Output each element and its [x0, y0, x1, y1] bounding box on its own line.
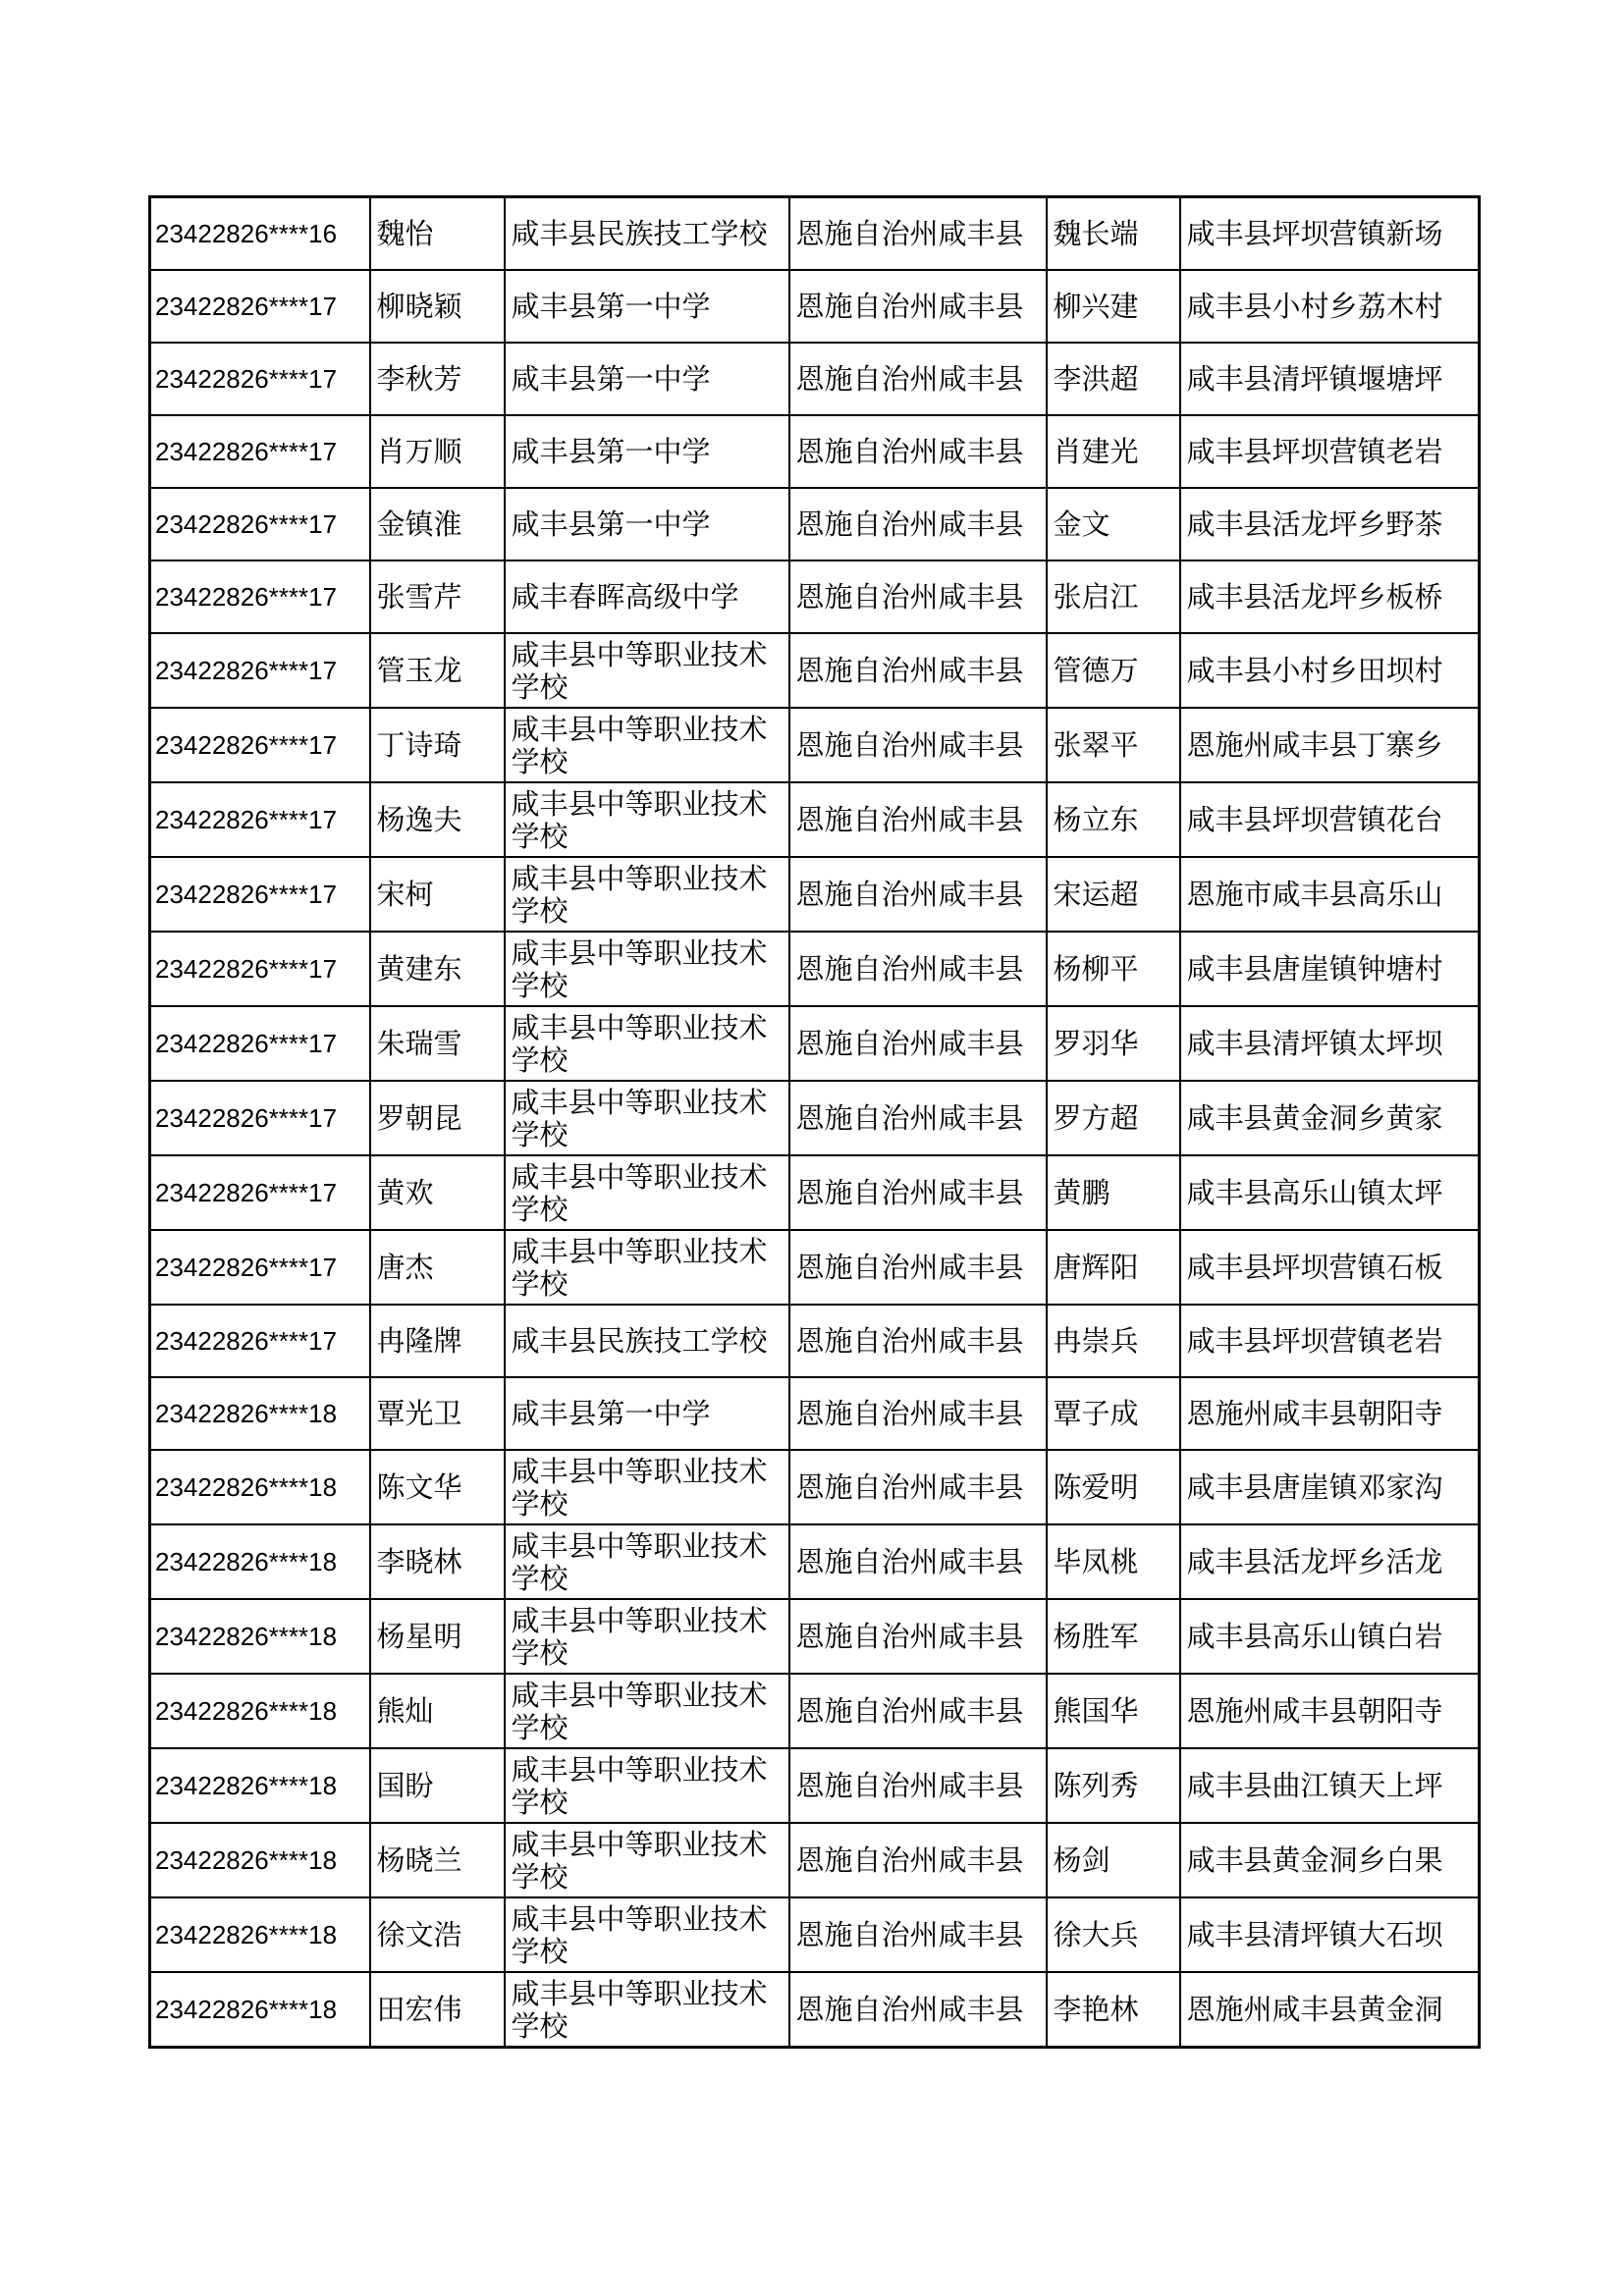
name-cell: 杨逸夫: [370, 782, 505, 857]
name-cell: 肖万顺: [370, 415, 505, 488]
id-cell: 23422826****17: [150, 857, 370, 932]
school-cell: 咸丰县中等职业技术学校: [505, 1230, 789, 1305]
school-cell: 咸丰县第一中学: [505, 1377, 789, 1450]
guardian-cell: 杨剑: [1047, 1823, 1180, 1897]
name-cell: 朱瑞雪: [370, 1006, 505, 1081]
area-cell: 恩施自治州咸丰县: [789, 1230, 1047, 1305]
school-cell: 咸丰春晖高级中学: [505, 561, 789, 633]
table-row: [150, 1674, 1480, 1748]
guardian-cell: 熊国华: [1047, 1674, 1180, 1748]
school-cell: 咸丰县中等职业技术学校: [505, 1081, 789, 1155]
name-cell: 黄建东: [370, 932, 505, 1006]
guardian-cell: 罗羽华: [1047, 1006, 1180, 1081]
table-row: [150, 857, 1480, 932]
address-cell: 咸丰县高乐山镇白岩: [1180, 1599, 1480, 1674]
address-cell: 咸丰县清坪镇堰塘坪: [1180, 343, 1480, 415]
address-cell: 咸丰县曲江镇天上坪: [1180, 1748, 1480, 1823]
table-row: [150, 1155, 1480, 1230]
name-cell: 熊灿: [370, 1674, 505, 1748]
school-cell: 咸丰县中等职业技术学校: [505, 1006, 789, 1081]
table-row: [150, 1305, 1480, 1377]
guardian-cell: 管德万: [1047, 633, 1180, 708]
area-cell: 恩施自治州咸丰县: [789, 1748, 1047, 1823]
area-cell: 恩施自治州咸丰县: [789, 857, 1047, 932]
address-cell: 咸丰县坪坝营镇花台: [1180, 782, 1480, 857]
school-cell: 咸丰县中等职业技术学校: [505, 1450, 789, 1524]
area-cell: 恩施自治州咸丰县: [789, 932, 1047, 1006]
area-cell: 恩施自治州咸丰县: [789, 782, 1047, 857]
guardian-cell: 柳兴建: [1047, 270, 1180, 343]
name-cell: 田宏伟: [370, 1972, 505, 2048]
school-cell: 咸丰县中等职业技术学校: [505, 1823, 789, 1897]
table-row: [150, 1230, 1480, 1305]
area-cell: 恩施自治州咸丰县: [789, 488, 1047, 561]
address-cell: 恩施州咸丰县丁寨乡: [1180, 708, 1480, 782]
id-cell: 23422826****18: [150, 1599, 370, 1674]
table-row: [150, 415, 1480, 488]
address-cell: 咸丰县清坪镇大石坝: [1180, 1897, 1480, 1972]
name-cell: 黄欢: [370, 1155, 505, 1230]
guardian-cell: 张翠平: [1047, 708, 1180, 782]
school-cell: 咸丰县中等职业技术学校: [505, 708, 789, 782]
name-cell: 丁诗琦: [370, 708, 505, 782]
address-cell: 恩施州咸丰县黄金洞: [1180, 1972, 1480, 2048]
name-cell: 魏怡: [370, 197, 505, 271]
name-cell: 柳晓颖: [370, 270, 505, 343]
area-cell: 恩施自治州咸丰县: [789, 1006, 1047, 1081]
area-cell: 恩施自治州咸丰县: [789, 1897, 1047, 1972]
guardian-cell: 毕凤桃: [1047, 1524, 1180, 1599]
address-cell: 恩施州咸丰县朝阳寺: [1180, 1674, 1480, 1748]
table-row: [150, 1823, 1480, 1897]
address-cell: 恩施市咸丰县高乐山: [1180, 857, 1480, 932]
table-row: [150, 1524, 1480, 1599]
name-cell: 陈文华: [370, 1450, 505, 1524]
area-cell: 恩施自治州咸丰县: [789, 1081, 1047, 1155]
address-cell: 咸丰县小村乡田坝村: [1180, 633, 1480, 708]
name-cell: 唐杰: [370, 1230, 505, 1305]
table-row: [150, 708, 1480, 782]
id-cell: 23422826****17: [150, 488, 370, 561]
name-cell: 罗朝昆: [370, 1081, 505, 1155]
name-cell: 管玉龙: [370, 633, 505, 708]
name-cell: 覃光卫: [370, 1377, 505, 1450]
id-cell: 23422826****17: [150, 633, 370, 708]
id-cell: 23422826****18: [150, 1674, 370, 1748]
guardian-cell: 李洪超: [1047, 343, 1180, 415]
table-row: [150, 932, 1480, 1006]
table-row: [150, 633, 1480, 708]
guardian-cell: 宋运超: [1047, 857, 1180, 932]
guardian-cell: 徐大兵: [1047, 1897, 1180, 1972]
guardian-cell: 罗方超: [1047, 1081, 1180, 1155]
area-cell: 恩施自治州咸丰县: [789, 1305, 1047, 1377]
id-cell: 23422826****17: [150, 561, 370, 633]
name-cell: 李秋芳: [370, 343, 505, 415]
address-cell: 咸丰县小村乡荔木村: [1180, 270, 1480, 343]
area-cell: 恩施自治州咸丰县: [789, 1674, 1047, 1748]
guardian-cell: 覃子成: [1047, 1377, 1180, 1450]
area-cell: 恩施自治州咸丰县: [789, 1377, 1047, 1450]
school-cell: 咸丰县第一中学: [505, 488, 789, 561]
id-cell: 23422826****18: [150, 1972, 370, 2048]
school-cell: 咸丰县第一中学: [505, 415, 789, 488]
guardian-cell: 杨柳平: [1047, 932, 1180, 1006]
area-cell: 恩施自治州咸丰县: [789, 561, 1047, 633]
name-cell: 杨晓兰: [370, 1823, 505, 1897]
area-cell: 恩施自治州咸丰县: [789, 270, 1047, 343]
address-cell: 咸丰县坪坝营镇老岩: [1180, 415, 1480, 488]
name-cell: 金镇淮: [370, 488, 505, 561]
address-cell: 咸丰县唐崖镇钟塘村: [1180, 932, 1480, 1006]
id-cell: 23422826****17: [150, 270, 370, 343]
area-cell: 恩施自治州咸丰县: [789, 1823, 1047, 1897]
school-cell: 咸丰县中等职业技术学校: [505, 1972, 789, 2048]
id-cell: 23422826****17: [150, 932, 370, 1006]
school-cell: 咸丰县中等职业技术学校: [505, 633, 789, 708]
school-cell: 咸丰县中等职业技术学校: [505, 1748, 789, 1823]
school-cell: 咸丰县中等职业技术学校: [505, 782, 789, 857]
id-cell: 23422826****16: [150, 197, 370, 271]
id-cell: 23422826****18: [150, 1823, 370, 1897]
table-row: [150, 1748, 1480, 1823]
school-cell: 咸丰县中等职业技术学校: [505, 1897, 789, 1972]
area-cell: 恩施自治州咸丰县: [789, 343, 1047, 415]
school-cell: 咸丰县第一中学: [505, 343, 789, 415]
id-cell: 23422826****17: [150, 1305, 370, 1377]
id-cell: 23422826****17: [150, 1155, 370, 1230]
school-cell: 咸丰县民族技工学校: [505, 1305, 789, 1377]
area-cell: 恩施自治州咸丰县: [789, 633, 1047, 708]
table-row: [150, 1081, 1480, 1155]
name-cell: 国盼: [370, 1748, 505, 1823]
guardian-cell: 陈爱明: [1047, 1450, 1180, 1524]
area-cell: 恩施自治州咸丰县: [789, 1524, 1047, 1599]
address-cell: 咸丰县坪坝营镇石板: [1180, 1230, 1480, 1305]
guardian-cell: 李艳林: [1047, 1972, 1180, 2048]
guardian-cell: 金文: [1047, 488, 1180, 561]
name-cell: 李晓林: [370, 1524, 505, 1599]
guardian-cell: 肖建光: [1047, 415, 1180, 488]
table-row: [150, 343, 1480, 415]
area-cell: 恩施自治州咸丰县: [789, 415, 1047, 488]
school-cell: 咸丰县第一中学: [505, 270, 789, 343]
table-row: [150, 197, 1480, 271]
guardian-cell: 唐辉阳: [1047, 1230, 1180, 1305]
name-cell: 张雪芹: [370, 561, 505, 633]
school-cell: 咸丰县中等职业技术学校: [505, 932, 789, 1006]
table-row: [150, 1450, 1480, 1524]
id-cell: 23422826****18: [150, 1748, 370, 1823]
address-cell: 咸丰县高乐山镇太坪: [1180, 1155, 1480, 1230]
guardian-cell: 张启江: [1047, 561, 1180, 633]
table-row: [150, 1006, 1480, 1081]
school-cell: 咸丰县中等职业技术学校: [505, 1155, 789, 1230]
guardian-cell: 黄鹏: [1047, 1155, 1180, 1230]
area-cell: 恩施自治州咸丰县: [789, 1972, 1047, 2048]
table-row: [150, 561, 1480, 633]
school-cell: 咸丰县民族技工学校: [505, 197, 789, 271]
school-cell: 咸丰县中等职业技术学校: [505, 1674, 789, 1748]
student-table: [148, 195, 1481, 2049]
id-cell: 23422826****17: [150, 1006, 370, 1081]
school-cell: 咸丰县中等职业技术学校: [505, 1599, 789, 1674]
name-cell: 杨星明: [370, 1599, 505, 1674]
table-body: [150, 197, 1480, 2048]
school-cell: 咸丰县中等职业技术学校: [505, 1524, 789, 1599]
name-cell: 冉隆牌: [370, 1305, 505, 1377]
id-cell: 23422826****18: [150, 1377, 370, 1450]
area-cell: 恩施自治州咸丰县: [789, 708, 1047, 782]
id-cell: 23422826****17: [150, 343, 370, 415]
address-cell: 咸丰县清坪镇太坪坝: [1180, 1006, 1480, 1081]
area-cell: 恩施自治州咸丰县: [789, 1155, 1047, 1230]
table-row: [150, 1599, 1480, 1674]
area-cell: 恩施自治州咸丰县: [789, 197, 1047, 271]
school-cell: 咸丰县中等职业技术学校: [505, 857, 789, 932]
address-cell: 咸丰县唐崖镇邓家沟: [1180, 1450, 1480, 1524]
guardian-cell: 冉崇兵: [1047, 1305, 1180, 1377]
table-row: [150, 1897, 1480, 1972]
area-cell: 恩施自治州咸丰县: [789, 1599, 1047, 1674]
table-row: [150, 782, 1480, 857]
address-cell: 咸丰县坪坝营镇老岩: [1180, 1305, 1480, 1377]
area-cell: 恩施自治州咸丰县: [789, 1450, 1047, 1524]
table-row: [150, 1972, 1480, 2048]
table-row: [150, 1377, 1480, 1450]
address-cell: 咸丰县活龙坪乡野茶: [1180, 488, 1480, 561]
id-cell: 23422826****18: [150, 1897, 370, 1972]
id-cell: 23422826****17: [150, 1081, 370, 1155]
id-cell: 23422826****17: [150, 782, 370, 857]
id-cell: 23422826****17: [150, 708, 370, 782]
address-cell: 咸丰县活龙坪乡活龙: [1180, 1524, 1480, 1599]
address-cell: 恩施州咸丰县朝阳寺: [1180, 1377, 1480, 1450]
name-cell: 宋柯: [370, 857, 505, 932]
table-row: [150, 488, 1480, 561]
id-cell: 23422826****18: [150, 1524, 370, 1599]
guardian-cell: 陈列秀: [1047, 1748, 1180, 1823]
name-cell: 徐文浩: [370, 1897, 505, 1972]
table-row: [150, 270, 1480, 343]
address-cell: 咸丰县坪坝营镇新场: [1180, 197, 1480, 271]
address-cell: 咸丰县黄金洞乡黄家: [1180, 1081, 1480, 1155]
address-cell: 咸丰县活龙坪乡板桥: [1180, 561, 1480, 633]
guardian-cell: 魏长端: [1047, 197, 1180, 271]
guardian-cell: 杨胜军: [1047, 1599, 1180, 1674]
id-cell: 23422826****17: [150, 1230, 370, 1305]
guardian-cell: 杨立东: [1047, 782, 1180, 857]
address-cell: 咸丰县黄金洞乡白果: [1180, 1823, 1480, 1897]
id-cell: 23422826****17: [150, 415, 370, 488]
id-cell: 23422826****18: [150, 1450, 370, 1524]
